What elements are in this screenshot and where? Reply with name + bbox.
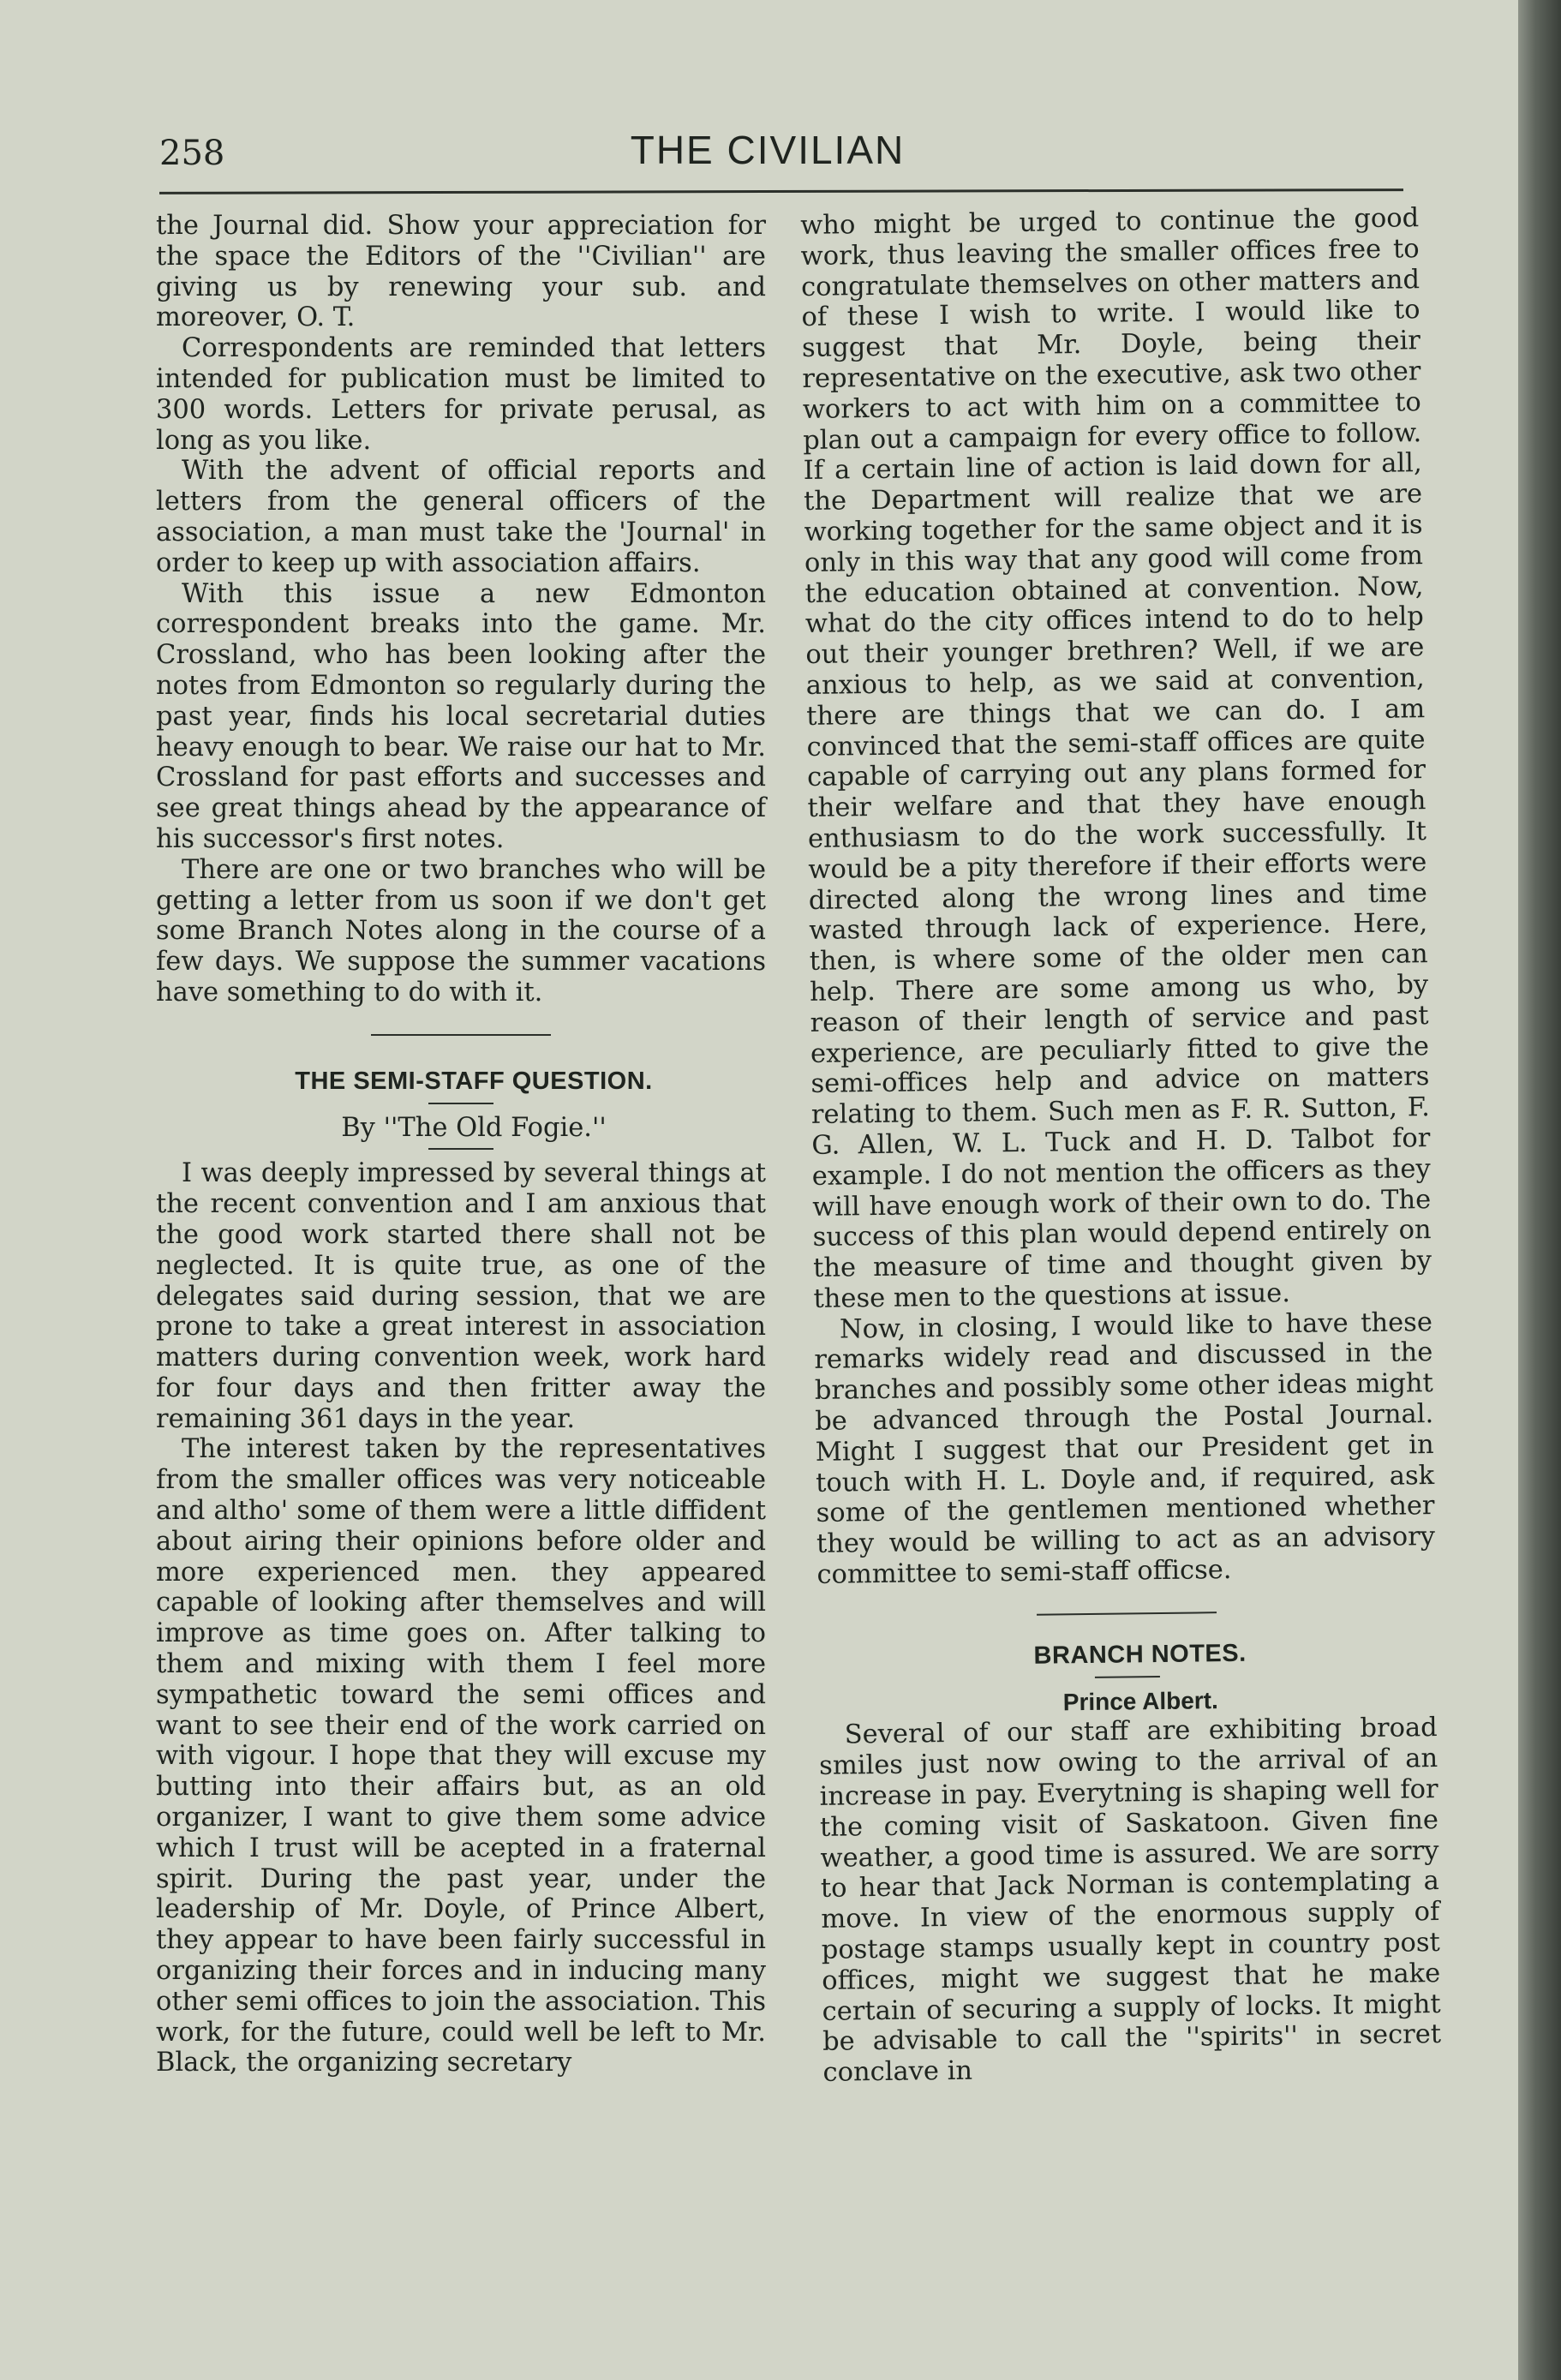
paragraph: With the advent of official reports and letters from the general officers of the association, a man must take the 'Journal' in order to keep up with association affairs. [156,456,766,578]
paragraph: The interest taken by the representatives from the smaller offices was very noticeable and altho' some of them were a little diffident about airing their opinions before older and more experienced men. they appeared capable of looking after themselves and will improve as time goes on. After talking to them and mixing with them I feel more sympathetic toward the semi offices and want to see their end of the work carried on with vigour. I hope that they will excuse my butting into their affairs but, as an old organizer, I want to give them some advice which I trust will be acepted in a fraternal spirit. During the past year, under the leadership of Mr. Doyle, of Prince Albert, they appear to have been fairly successful in organizing their forces and in inducing many other semi offices to join the association. This work, for the future, could well be left to Mr. Black, the organizing secretary [156,1434,766,2078]
book-binding-edge [1518,0,1561,2380]
paragraph: There are one or two branches who will be getting a letter from us soon if we don't get some Branch Notes along in the course of a few days. We suppose the summer vacations have something to do with it. [156,854,766,1008]
paragraph: With this issue a new Edmonton correspondent breaks into the game. Mr. Crossland, who has been looking after the notes from Edmonton so regularly during the past year, finds his local secretarial duties heavy enough to bear. We raise our hat to Mr. Crossland for past efforts and successes and see great things ahead by the appearance of his successor's first notes. [156,578,766,854]
paragraph: who might be urged to continue the good work, thus leaving the smaller offices free to congratulate themselves on other matters and of these I wish to write. I would like to suggest that Mr. Doyle, being their representative on the executive, ask two other workers to act with him on a committee to plan out a campaign for every office to follow. If a certain line of action is laid down for all, the Department will realize that we are working together for the same object and it is only in this way that any good will come from the education obtained at convention. Now, what do the city offices intend to do to help out their younger brethren? Well, if we are anxious to help, as we said at convention, there are things that we can do. I am convinced that the semi-staff offices are quite capable of carrying out any plans formed for their welfare and that they have enough enthusiasm to do the work successfully. It would be a pity therefore if their efforts were directed along the wrong lines and time wasted through lack of experience. Here, then, is where some of the older men can help. There are some among us who, by reason of their length of service and past experience, are peculiarly fitted to give the semi-offices help and advice on matters relating to them. Such men as F. R. Sutton, F. G. Allen, W. L. Tuck and H. D. Talbot for example. I do not mention the officers as they will have enough work of their own to do. The success of this plan would depend entirely on the measure of time and thought given by these men to the questions at issue. [800,203,1432,1314]
section-divider [1037,1612,1217,1616]
header-rule [159,188,1403,194]
article-heading: THE SEMI-STAFF QUESTION. [295,1067,653,1095]
heading-divider [1095,1676,1160,1678]
byline: By ''The Old Fogie.'' [341,1112,607,1143]
paragraph: Correspondents are reminded that letters intended for publication must be limited to 300 words. Letters for private perusal, as long as you like. [156,333,766,456]
paragraph: Now, in closing, I would like to have these remarks widely read and discussed in the branches and possibly some other ideas might be advanced through the Postal Journal. Might I suggest that our President get in touch with H. L. Doyle and, if required, ask some of the gentlemen mentioned whether they would be willing to act as an advisory committee to semi-staff officse. [814,1307,1436,1590]
heading-divider [428,1103,493,1104]
journal-title: THE CIVILIAN [630,128,906,172]
paragraph: the Journal did. Show your appreciation for the space the Editors of the ''Civilian'' are giving us by renewing your sub. and moreover, O. T. [156,211,766,333]
section-divider [371,1034,551,1036]
section-heading: BRANCH NOTES. [1033,1639,1247,1670]
left-column [156,211,766,2078]
right-column [800,203,1442,2089]
byline-divider [428,1148,493,1150]
page-header [159,127,1376,178]
paragraph: Several of our staff are exhibiting broad smiles just now owing to the arrival of an increase in pay. Everytning is shaping well for the coming visit of Saskatoon. Given fine weather, a good time is assured. We are sorry to hear that Jack Norman is contemplating a move. In view of the enormous supply of postage stamps usually kept in country post offices, might we suggest that he make certain of securing a supply of locks. It might be advisable to call the ''spirits'' in secret conclave in [818,1713,1442,2089]
sub-heading: Prince Albert. [1062,1686,1218,1716]
paragraph: I was deeply impressed by several things at the recent convention and I am anxious that the good work started there shall not be neglected. It is quite true, as one of the delegates said during session, that we are prone to take a great interest in association matters during convention week, work hard for four days and then fritter away the remaining 361 days in the year. [156,1158,766,1434]
page-number: 258 [159,134,225,173]
